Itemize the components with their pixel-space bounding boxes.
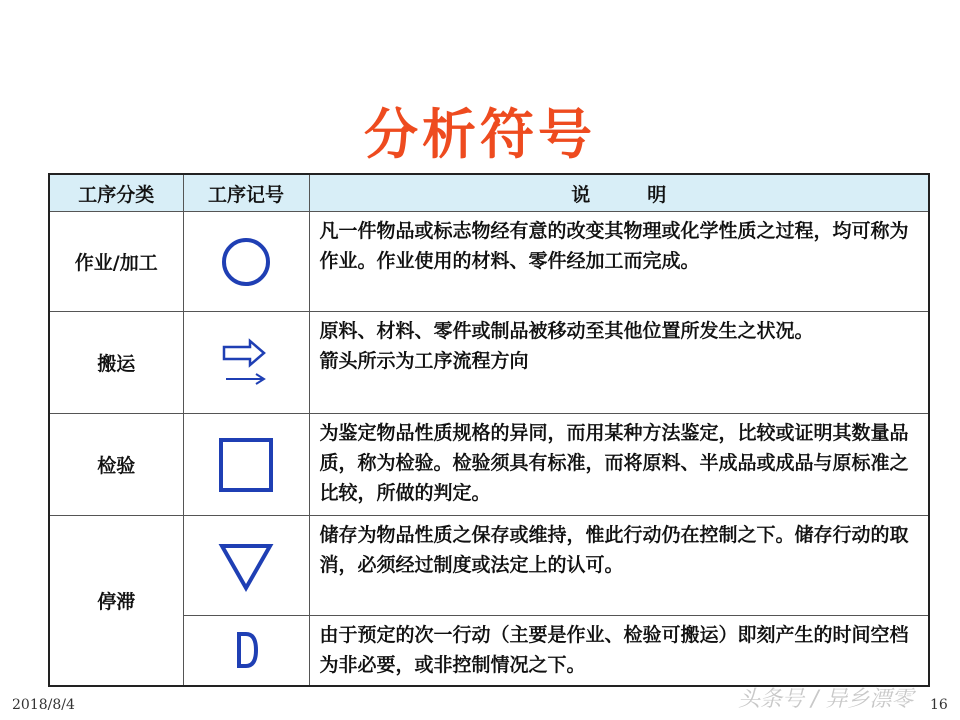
table-row <box>49 212 929 312</box>
analysis-symbols-table <box>48 173 930 687</box>
table-row <box>49 312 929 414</box>
d-shape-icon <box>216 626 276 674</box>
description-cell <box>309 312 929 414</box>
description-text: 原料、材料、零件或制品被移动至其他位置所发生之状况。 <box>319 320 814 342</box>
description-cell <box>309 414 929 516</box>
slide-date: 2018/8/4 <box>12 697 75 713</box>
category-cell: 搬运 <box>49 312 183 414</box>
category-cell: 检验 <box>49 414 183 516</box>
description-cell <box>309 212 929 312</box>
table-row <box>49 414 929 516</box>
square-icon <box>216 435 276 495</box>
category-cell: 作业/加工 <box>49 212 183 312</box>
inverted-triangle-icon <box>216 536 276 596</box>
description-cell <box>309 616 929 686</box>
table-header-row <box>49 174 929 212</box>
description-text: 凡一件物品或标志物经有意的改变其物理或化学性质之过程，均可称为作业。作业使用的材料、零件经加工而完成。 <box>319 220 909 272</box>
page-number: 16 <box>930 697 948 713</box>
header-category: 工序分类 <box>49 174 183 212</box>
symbol-cell <box>183 516 309 616</box>
symbol-cell <box>183 414 309 516</box>
table-row <box>49 516 929 616</box>
category-cell: 停滞 <box>49 516 183 686</box>
watermark-text: 头条号 / 异乡漂零 <box>738 687 914 712</box>
slide-title: 分析符号 <box>364 103 596 166</box>
circle-icon <box>216 232 276 292</box>
header-symbol: 工序记号 <box>183 174 309 212</box>
description-text: 由于预定的次一行动（主要是作业、检验可搬运）即刻产生的时间空档为非必要，或非控制情况之下。 <box>319 624 909 676</box>
description-cell <box>309 516 929 616</box>
arrow-icon <box>216 333 276 393</box>
description-text: 储存为物品性质之保存或维持，惟此行动仍在控制之下。储存行动的取消，必须经过制度或法定上的认可。 <box>319 524 909 576</box>
symbol-cell <box>183 212 309 312</box>
symbol-cell <box>183 616 309 686</box>
symbol-cell <box>183 312 309 414</box>
description-text: 为鉴定物品性质规格的异同，而用某种方法鉴定，比较或证明其数量品质，称为检验。检验须具有标准，而将原料、半成品或成品与原标准之比较，所做的判定。 <box>319 422 909 504</box>
header-description: 说 明 <box>309 174 929 212</box>
description-note: 箭头所示为工序流程方向 <box>319 350 529 372</box>
